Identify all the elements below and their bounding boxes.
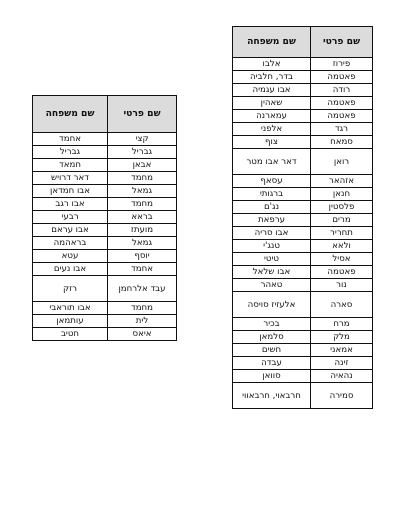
table-row [233,175,373,188]
table-row [233,201,373,214]
table-row [33,250,177,263]
last-name-cell: טיטי [233,253,311,266]
table-row [33,224,177,237]
table-row [233,331,373,344]
last-name-cell: רבעי [33,211,108,224]
last-name-cell: גבריל [33,146,108,159]
last-name-cell: עסאף [233,175,311,188]
table-row [233,188,373,201]
last-name-cell: דאר אבו מטר [233,149,311,175]
last-name-cell: טאהר [233,279,311,292]
first-name-cell: מלק [311,331,373,344]
last-name-cell: עותמאן [33,315,108,328]
last-name-cell: בדר, חלביה [233,71,311,84]
table-row [233,110,373,123]
table-row [33,315,177,328]
table-row [233,84,373,97]
table-row [233,318,373,331]
first-name-cell: יוסף [108,250,177,263]
first-name-cell: רגד [311,123,373,136]
first-name-cell: פאטמה [311,110,373,123]
table-row [233,123,373,136]
header-row [33,96,177,133]
table-row [233,240,373,253]
table-row [233,383,373,409]
last-name-cell: דאר דרויש [33,172,108,185]
table-row [233,71,373,84]
first-name-cell: תחריר [311,227,373,240]
first-name-cell: בראא [108,211,177,224]
last-name-cell: חמאד [33,159,108,172]
first-name-cell: קצי [108,133,177,146]
last-name-cell: אבו שלאל [233,266,311,279]
last-name-cell: טנג'י [233,240,311,253]
first-name-cell: מחמד [108,302,177,315]
header-first-name: שם פרטי [108,96,177,133]
first-name-cell: מחמד [108,172,177,185]
table-row [233,214,373,227]
last-name-cell: אבו עגמיה [233,84,311,97]
first-name-cell: זינה [311,357,373,370]
table-row [233,253,373,266]
first-name-cell: מרח [311,318,373,331]
first-name-cell: פלסטין [311,201,373,214]
first-name-cell: אמאני [311,344,373,357]
first-name-cell: מועתז [108,224,177,237]
last-name-cell: חשים [233,344,311,357]
last-name-cell: ערפאת [233,214,311,227]
table-row [233,370,373,383]
first-name-cell: מרים [311,214,373,227]
first-name-cell: פירוז [311,58,373,71]
header-last-name: שם משפחה [33,96,108,133]
last-name-cell: סוואן [233,370,311,383]
table-row [33,263,177,276]
table-row [233,136,373,149]
table-row [33,237,177,250]
first-name-cell: אסיל [311,253,373,266]
table-row [33,198,177,211]
table-row [33,159,177,172]
first-name-cell: פאטמה [311,97,373,110]
last-name-cell: אבו חמדאן [33,185,108,198]
last-name-cell: נג'ם [233,201,311,214]
first-name-cell: ולאא [311,240,373,253]
first-name-cell: סמירה [311,383,373,409]
last-name-cell: רזק [33,276,108,302]
first-name-cell: גבריל [108,146,177,159]
last-name-cell: בכיר [233,318,311,331]
table-row [233,279,373,292]
last-name-cell: אבו תוראבי [33,302,108,315]
header-first-name: שם פרטי [311,27,373,58]
first-name-cell: רואן [311,149,373,175]
last-name-cell: ברגותי [233,188,311,201]
first-name-cell: פאטמה [311,71,373,84]
last-name-cell: חטיב [33,328,108,341]
first-name-cell: חנאן [311,188,373,201]
last-name-cell: אבו רגב [33,198,108,211]
last-name-cell: אבו נעים [33,263,108,276]
names-table-right [232,26,373,409]
names-table-left [32,95,177,341]
first-name-cell: סמאח [311,136,373,149]
last-name-cell: אחמד [33,133,108,146]
first-name-cell: איאס [108,328,177,341]
table-row [33,133,177,146]
table-row [233,266,373,279]
header-row [233,27,373,58]
first-name-cell: גמאל [108,237,177,250]
table-row [233,58,373,71]
last-name-cell: אבו סריה [233,227,311,240]
table-body [33,133,177,341]
last-name-cell: אבו עראם [33,224,108,237]
table-row [33,146,177,159]
last-name-cell: אלבו [233,58,311,71]
last-name-cell: עטא [33,250,108,263]
first-name-cell: אזהאר [311,175,373,188]
last-name-cell: סלמאן [233,331,311,344]
last-name-cell: בראהמה [33,237,108,250]
table-body [233,58,373,409]
table-row [33,185,177,198]
first-name-cell: אחמד [108,263,177,276]
table-row [33,211,177,224]
first-name-cell: עבד אלרחמן [108,276,177,302]
last-name-cell: עמארנה [233,110,311,123]
first-name-cell: נהאיה [311,370,373,383]
last-name-cell: חרבאוי, חרבאווי [233,383,311,409]
table-row [33,276,177,302]
header-last-name: שם משפחה [233,27,311,58]
last-name-cell: עבדה [233,357,311,370]
first-name-cell: גמאל [108,185,177,198]
first-name-cell: פאטמה [311,266,373,279]
first-name-cell: נור [311,279,373,292]
table-row [33,172,177,185]
first-name-cell: אבאן [108,159,177,172]
table-row [33,302,177,315]
first-name-cell: לית [108,315,177,328]
last-name-cell: אלעזיז סויסה [233,292,311,318]
table-row [233,357,373,370]
last-name-cell: אלפני [233,123,311,136]
table-row [233,292,373,318]
table-row [233,97,373,110]
last-name-cell: שאהין [233,97,311,110]
table-row [33,328,177,341]
first-name-cell: סארה [311,292,373,318]
last-name-cell: צוף [233,136,311,149]
first-name-cell: מחמד [108,198,177,211]
table-row [233,149,373,175]
table-row [233,344,373,357]
table-row [233,227,373,240]
first-name-cell: רודה [311,84,373,97]
